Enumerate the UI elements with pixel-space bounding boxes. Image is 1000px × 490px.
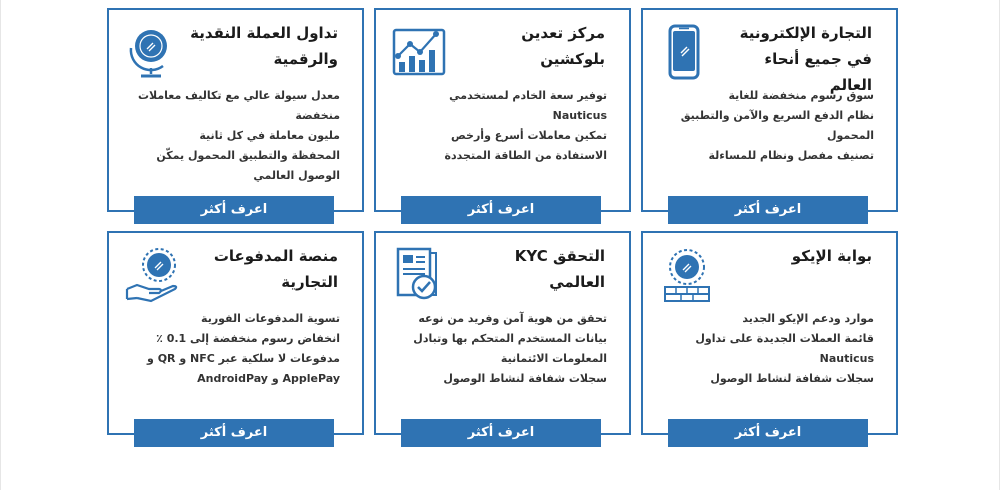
card-echo-gateway (641, 231, 898, 440)
list-item: تسوية المدفوعات الفورية (201, 312, 340, 325)
learn-more-button[interactable]: اعرف أكثر (134, 196, 334, 224)
list-item: نظام الدفع السريع والآمن والتطبيق المحمول (680, 109, 874, 142)
list-item: الاستفادة من الطاقة المتجددة (444, 149, 607, 162)
growth-chart-icon (390, 22, 450, 82)
list-item: سجلات شفافة لنشاط الوصول (443, 372, 607, 385)
card-title: التحقق KYC العالمي (514, 247, 605, 291)
card-title: بوابة الإيكو (791, 247, 872, 265)
learn-more-button[interactable]: اعرف أكثر (134, 419, 334, 447)
list-item: مليون معاملة في كل ثانية (199, 129, 340, 142)
verified-document-icon (390, 245, 450, 305)
card-title: التجارة الإلكترونية في جميع أنحاء العالم (739, 24, 872, 94)
coin-in-hand-icon (123, 245, 183, 305)
card-payments (107, 231, 364, 440)
card-title: تداول العملة النقدية والرقمية (190, 24, 338, 68)
smartphone-icon (657, 22, 717, 82)
card-trading (107, 8, 364, 217)
list-item: موارد ودعم الإيكو الجديد (742, 312, 874, 325)
feature-list (660, 86, 874, 166)
coin-stack-icon (657, 245, 717, 305)
learn-more-button[interactable]: اعرف أكثر (401, 196, 601, 224)
list-item: تصنيف مفصل ونظام للمساءلة (708, 149, 874, 162)
feature-list (660, 309, 874, 389)
feature-list (126, 309, 340, 389)
feature-list (126, 86, 340, 186)
card-title: مركز تعدين بلوكشين (521, 24, 605, 68)
card-title: منصة المدفوعات التجارية (213, 247, 338, 291)
card-mining (374, 8, 631, 217)
feature-list (393, 309, 607, 389)
list-item: سجلات شفافة لنشاط الوصول (710, 372, 874, 385)
list-item: مدفوعات لا سلكية عبر NFC و QR و ApplePay و AndroidPay (147, 352, 340, 385)
card-kyc (374, 231, 631, 440)
card-ecommerce (641, 8, 898, 217)
list-item: بيانات المستخدم المتحكم بها وتبادل المعلومات الائتمانية (413, 332, 607, 365)
feature-list (393, 86, 607, 166)
list-item: توفير سعة الخادم لمستخدمي Nauticus (449, 89, 607, 122)
learn-more-button[interactable]: اعرف أكثر (668, 196, 868, 224)
learn-more-button[interactable]: اعرف أكثر (668, 419, 868, 447)
list-item: تحقق من هوية آمن وفريد من نوعه (418, 312, 607, 325)
list-item: معدل سيولة عالي مع تكاليف معاملات منخفضة (137, 89, 340, 122)
learn-more-button[interactable]: اعرف أكثر (401, 419, 601, 447)
list-item: قائمة العملات الجديدة على تداول Nauticus (695, 332, 874, 365)
globe-coin-icon (123, 22, 183, 82)
list-item: تمكين معاملات أسرع وأرخص (451, 129, 607, 142)
list-item: سوق رسوم منخفضة للغاية (728, 89, 874, 102)
list-item: المحفظة والتطبيق المحمول يمكّن الوصول العالمي (156, 149, 340, 182)
list-item: انخفاض رسوم منخفضة إلى 0.1 ٪ (156, 332, 340, 345)
